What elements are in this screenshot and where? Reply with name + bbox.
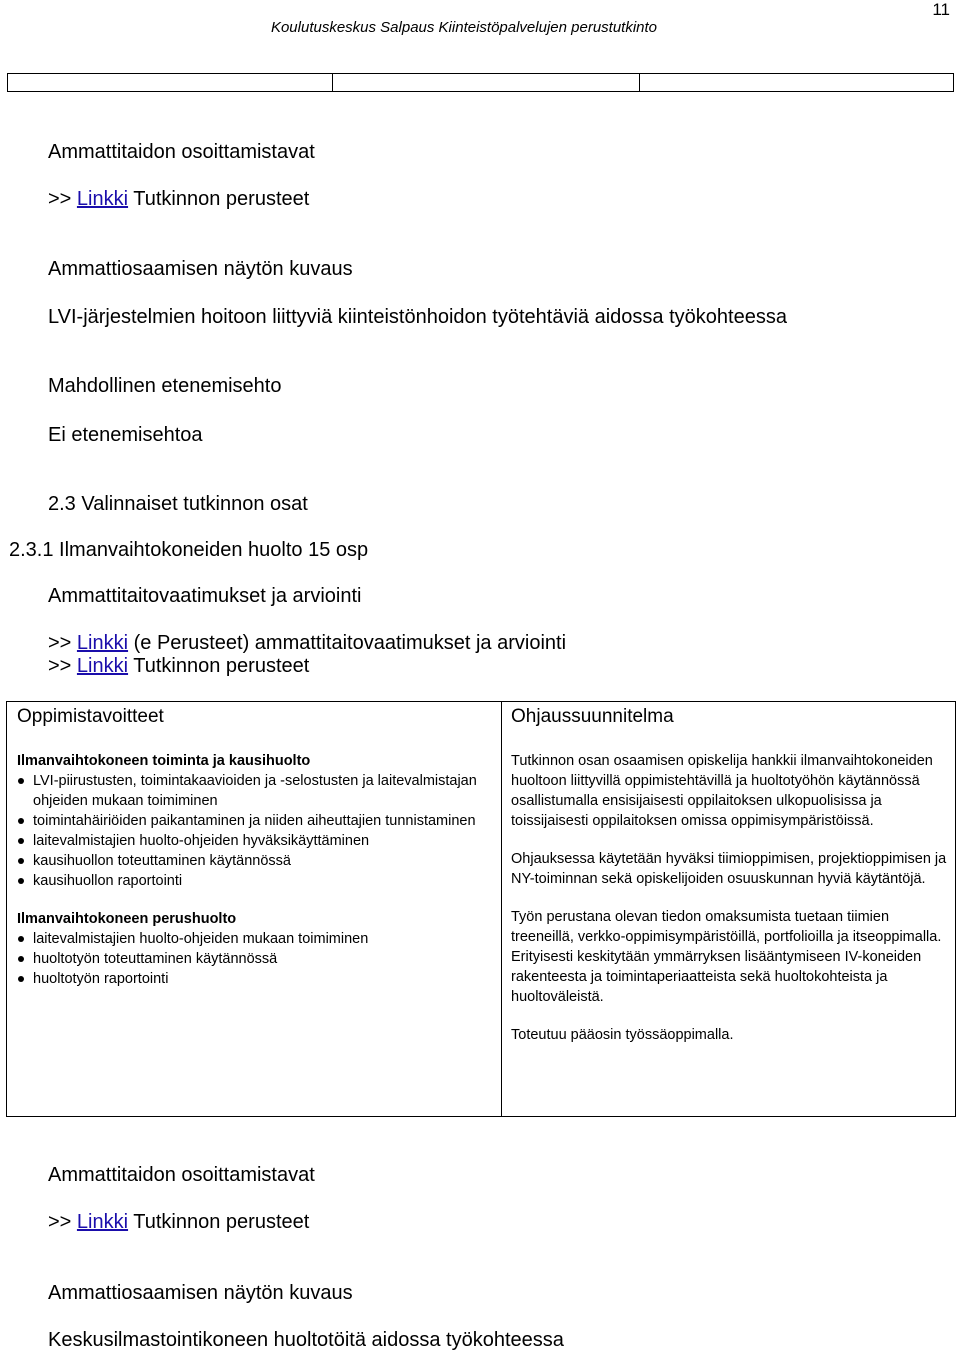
table-divider xyxy=(332,74,333,91)
link-suffix: (e Perusteet) ammattitaitovaatimukset ja arviointi xyxy=(133,632,567,654)
col-header-objectives: Oppimistavoitteet xyxy=(17,706,164,727)
guidance-paragraph: Työn perustana olevan tiedon omaksumista tuetaan tiimien treeneillä, verkko-oppimisympäristöillä, portfolioilla ja itseoppimalla. Erityisesti keskitytään ymmärryksen lisääntymiseen IV-koneiden rakenteesta ja toimintaperiaatteista sekä huoltokohteista ja huoltoväleistä. xyxy=(511,909,942,1005)
link-suffix: Tutkinnon perusteet xyxy=(133,655,310,677)
subchapter-heading: 2.3.1 Ilmanvaihtokoneiden huolto 15 osp xyxy=(9,539,369,561)
guidance-paragraph: Ohjauksessa käytetään hyväksi tiimioppimisen, projektioppimisen ja NY-toiminnan sekä opiskelijoiden osuuskunnan hyviä käytäntöjä. xyxy=(511,851,947,887)
guidance-paragraph: Tutkinnon osan osaamisen opiskelija hankkii ilmanvaihtokoneiden huoltoon liittyvillä oppimistehtävillä ja huoltotyöhön käytännössä osallistumalla ensisijaisesti oppilaitoksen ulkopuolisissa ja toissijaisesti oppilaitoksen omissa oppimisympäristöissä. xyxy=(511,753,933,829)
list-item: laitevalmistajien huolto-ohjeiden mukaan toimiminen xyxy=(17,929,487,949)
col-header-guidance: Ohjaussuunnitelma xyxy=(511,706,674,727)
list-item: huoltotyön toteuttaminen käytännössä xyxy=(17,949,487,969)
list-item: laitevalmistajien huolto-ohjeiden hyväksikäyttäminen xyxy=(17,831,487,851)
objective-list xyxy=(17,771,487,891)
tutkinnon-perusteet-link[interactable]: Linkki xyxy=(76,655,129,677)
list-item: LVI-piirustusten, toimintakaavioiden ja -selostusten ja laitevalmistajan ohjeiden mukaan toimiminen xyxy=(17,771,487,811)
objective-group-title: Ilmanvaihtokoneen toiminta ja kausihuolto xyxy=(17,753,311,769)
demo-text: Keskusilmastointikoneen huoltotöitä aidossa työkohteessa xyxy=(48,1329,564,1351)
section-heading: Ammattitaidon osoittamistavat xyxy=(48,141,315,163)
table-divider xyxy=(501,702,502,1116)
link-prefix: >> xyxy=(48,1211,72,1233)
link-line xyxy=(48,1211,309,1234)
objectives-column xyxy=(17,751,487,989)
guidance-paragraph: Toteutuu pääosin työssäoppimalla. xyxy=(511,1027,734,1043)
demo-heading: Ammattiosaamisen näytön kuvaus xyxy=(48,1282,353,1304)
list-item: kausihuollon raportointi xyxy=(17,871,487,891)
demo-heading: Ammattiosaamisen näytön kuvaus xyxy=(48,258,353,280)
progress-text: Ei etenemisehtoa xyxy=(48,424,203,446)
link-suffix: Tutkinnon perusteet xyxy=(133,188,310,210)
learning-table xyxy=(6,701,956,1117)
section-heading: Ammattitaidon osoittamistavat xyxy=(48,1164,315,1186)
guidance-column xyxy=(511,751,951,1063)
link-line xyxy=(48,655,309,678)
list-item: kausihuollon toteuttaminen käytännössä xyxy=(17,851,487,871)
table-divider xyxy=(639,74,640,91)
list-item: toimintahäiriöiden paikantaminen ja niiden aiheuttajien tunnistaminen xyxy=(17,811,487,831)
link-prefix: >> xyxy=(48,188,72,210)
link-suffix: Tutkinnon perusteet xyxy=(133,1211,310,1233)
page-number: 11 xyxy=(932,0,950,19)
demo-text: LVI-järjestelmien hoitoon liittyviä kiinteistönhoidon työtehtäviä aidossa työkohteessa xyxy=(48,306,787,328)
tutkinnon-perusteet-link[interactable]: Linkki xyxy=(76,1211,129,1233)
running-title xyxy=(0,19,960,36)
tutkinnon-perusteet-link[interactable]: Linkki xyxy=(76,188,129,210)
link-prefix: >> xyxy=(48,632,72,654)
link-line xyxy=(48,188,309,211)
e-perusteet-link[interactable]: Linkki xyxy=(76,632,129,654)
chapter-heading: 2.3 Valinnaiset tutkinnon osat xyxy=(48,493,308,515)
list-item: huoltotyön raportointi xyxy=(17,969,487,989)
requirements-heading: Ammattitaitovaatimukset ja arviointi xyxy=(48,585,362,607)
running-title-text: Koulutuskeskus Salpaus Kiinteistöpalvelujen perustutkinto xyxy=(270,19,658,36)
progress-heading: Mahdollinen etenemisehto xyxy=(48,375,282,397)
link-prefix: >> xyxy=(48,655,72,677)
objective-group-title: Ilmanvaihtokoneen perushuolto xyxy=(17,911,237,927)
header-table-fragment xyxy=(7,73,954,92)
objective-list xyxy=(17,929,487,989)
link-line xyxy=(48,632,566,655)
